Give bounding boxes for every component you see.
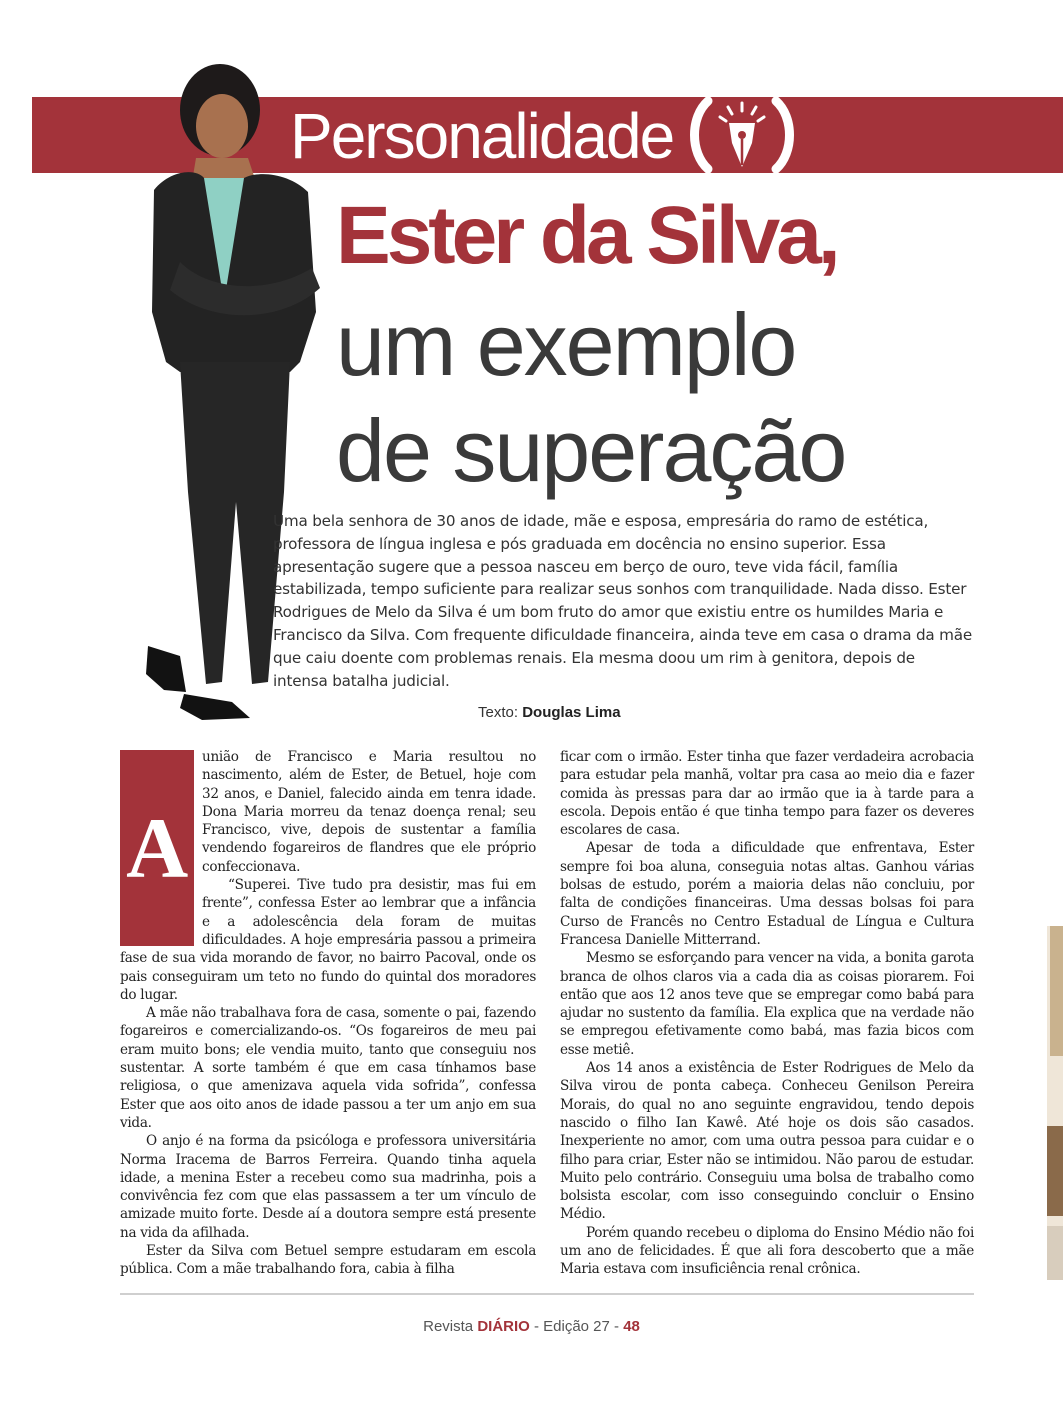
headline-name: Ester da Silva, bbox=[336, 190, 837, 281]
body-paragraph: ficar com o irmão. Ester tinha que fazer verdadeira acrobacia para estudar pela manhã, voltar pra casa ao meio dia e fazer comida às pressas para dar ao irmão que ia à tarde para a escola. Depois então é que tinha tempo para fazer os deveres escolares de casa. bbox=[560, 749, 974, 839]
byline-label: Texto: bbox=[478, 704, 519, 721]
headline-subtitle-line1: um exemplo bbox=[336, 295, 796, 394]
fountain-pen-nib-icon bbox=[686, 97, 798, 173]
footer-brand: DIÁRIO bbox=[477, 1318, 530, 1335]
lead-paragraph: Uma bela senhora de 30 anos de idade, mãe e esposa, empresária do ramo de estética, professora de língua inglesa e pós graduada em docência no ensino superior. Essa apresentação sugere que a pessoa nasceu em berço de ouro, teve vida fácil, família estabilizada, tempo suficiente para realizar seus sonhos com tranquilidade. Nada disso. Ester Rodrigues de Melo da Silva é um bom fruto do amor que existiu entre os humildes Maria e Francisco da Silva. Com frequente dificuldade financeira, ainda teve em casa o drama da mãe que caiu doente com problemas renais. Ela mesma doou um rim à genitora, depois de intensa batalha judicial. bbox=[273, 512, 972, 690]
page-footer bbox=[0, 1318, 1063, 1335]
headline-subtitle-line2: de superação bbox=[336, 401, 846, 500]
body-paragraph: Aos 14 anos a existência de Ester Rodrigues de Melo da Silva virou de ponta cabeça. Conheceu Genilson Pereira Morais, do qual no ano seguinte engravidou, tendo depois nascido o filho Ian Kawê. Até hoje os dois são casados. Inexperiente no amor, com uma outra pessoa para cuidar e o filho para criar, Ester não se intimidou. Não parou de estudar. Muito pelo contrário. Conseguiu uma bolsa de trabalho como bolsista escolar, com isso conseguindo concluir o Ensino Médio. bbox=[560, 1060, 974, 1223]
body-paragraph: O anjo é na forma da psicóloga e professora universitária Norma Iracema de Barros Ferreira. Quando tinha aquela idade, a menina Ester a recebeu como sua madrinha, pois a convivência fez com que elas passassem a ter um vínculo de amizade muito forte. Desde aí a doutora sempre está presente na vida da afilhada. bbox=[120, 1133, 536, 1241]
adjacent-page-photo-edge bbox=[1047, 926, 1063, 1280]
byline bbox=[478, 704, 621, 721]
body-paragraph: Porém quando recebeu o diploma do Ensino Médio não foi um ano de felicidades. É que ali fora descoberto que a mãe Maria estava com insuficiência renal crônica. bbox=[560, 1224, 974, 1278]
footer-rule bbox=[120, 1293, 974, 1295]
body-paragraph: Mesmo se esforçando para vencer na vida, a bonita garota branca de olhos claros via a cada dia as coisas piorarem. Foi então que aos 12 anos teve que se empregar como babá para ajudar no sustento da família. Ela explica que na verdade não se empregou efetivamente como babá, mas fazia bicos com esse metiê. bbox=[560, 950, 974, 1058]
page-number: 48 bbox=[623, 1318, 640, 1335]
section-title: Personalidade bbox=[290, 100, 674, 172]
footer-edition: - Edição 27 - bbox=[533, 1318, 620, 1335]
footer-prefix: Revista bbox=[423, 1318, 474, 1335]
body-column-2 bbox=[560, 748, 974, 1279]
byline-author: Douglas Lima bbox=[522, 704, 621, 721]
body-column-1 bbox=[120, 748, 536, 1279]
body-paragraph: A mãe não trabalhava fora de casa, somente o pai, fazendo fogareiros e comercializando-os. “Os fogareiros de meu pai eram muito bons; ele vendia muito, tanto que conseguiu nos sustentar. A sorte também é que em casa tínhamos base religiosa, o que amenizava aquela vida sofrida”, confessa Ester que aos oito anos de idade passou a ter um anjo em sua vida. bbox=[120, 1005, 536, 1131]
body-paragraph: união de Francisco e Maria resultou no nascimento, além de Ester, de Betuel, hoje com 32 anos, e Daniel, falecido ainda em tenra idade. Dona Maria morreu da tenaz doença renal; seu Francisco, vive, depois de sustentar a família vendendo fogareiros de flandres que ele próprio confeccionava. bbox=[202, 749, 536, 875]
body-paragraph: Ester da Silva com Betuel sempre estudaram em escola pública. Com a mãe trabalhando fora, cabia à filha bbox=[120, 1243, 536, 1278]
drop-cap: A bbox=[120, 750, 194, 946]
body-paragraph: “Superei. Tive tudo pra desistir, mas fui em frente”, confessa Ester ao lembrar que a infância e a adolescência dela foram de muitas dificuldades. A hoje empresária passou a primeira fase de sua vida morando de favor, no bairro Pacoval, onde os pais conseguiram um teto no fundo do quintal dos moradores do lugar. bbox=[120, 877, 536, 1003]
body-paragraph: Apesar de toda a dificuldade que enfrentava, Ester sempre foi boa aluna, conseguia notas altas. Ganhou várias bolsas de estudo, porém a maioria delas não concluiu, por falta de condições financeiras. Uma dessas bolsas foi para Curso de Francês no Centro Estadual de Língua e Cultura Francesa Danielle Mitterrand. bbox=[560, 840, 974, 948]
